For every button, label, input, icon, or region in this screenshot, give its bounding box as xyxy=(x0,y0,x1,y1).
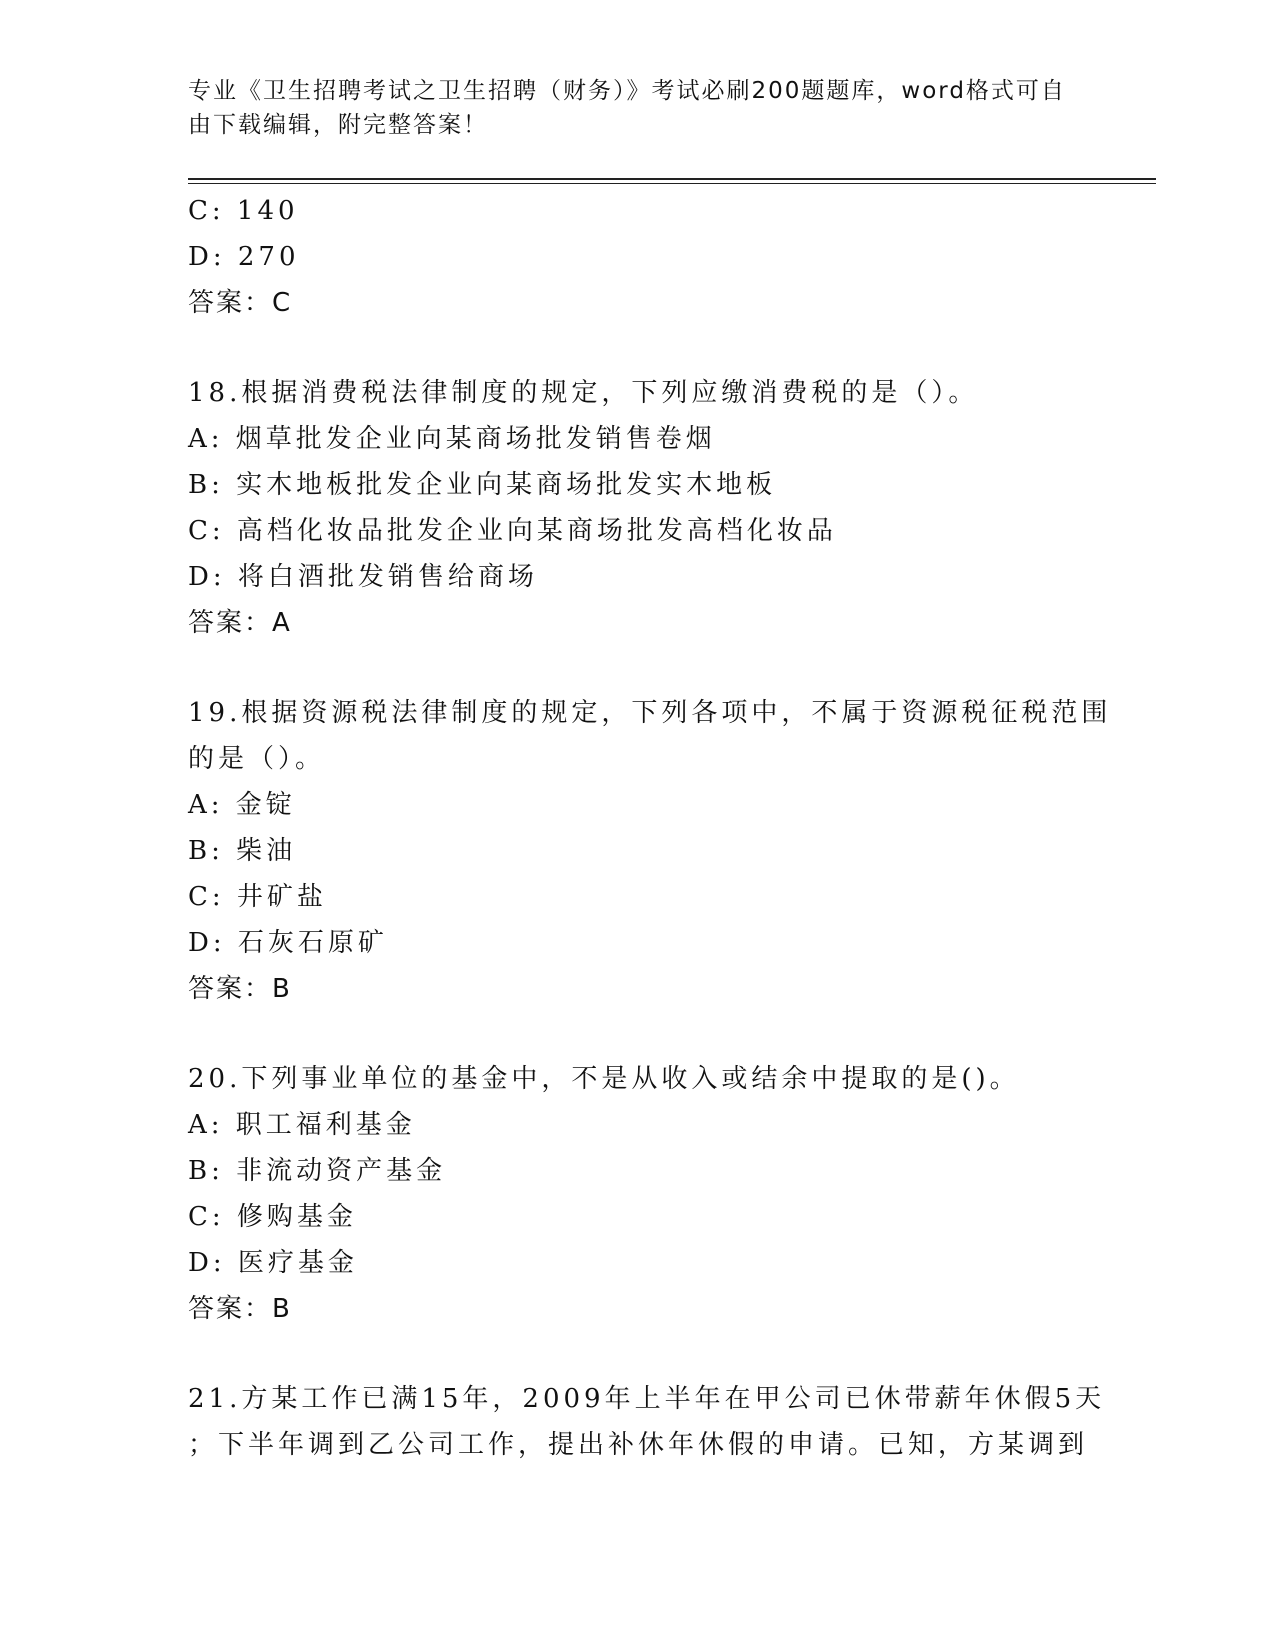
q17-answer: 答案：C xyxy=(188,288,293,318)
q21-question-line-2: ；下半年调到乙公司工作，提出补休年休假的申请。已知，方某调到 xyxy=(188,1430,1089,1460)
q17-option-d: D: 270 xyxy=(188,242,300,272)
q19-answer: 答案：B xyxy=(188,974,292,1004)
header-divider-thin xyxy=(188,183,1156,184)
header-line-2: 由下载编辑，附完整答案！ xyxy=(188,112,488,138)
spacer xyxy=(188,1332,1088,1376)
page-header xyxy=(188,74,1068,142)
q18-option-a: A: 烟草批发企业向某商场批发销售卷烟 xyxy=(188,424,716,454)
q21-question-line-1: 21.方某工作已满15年，2009年上半年在甲公司已休带薪年休假5天 xyxy=(188,1384,1106,1414)
q20-question: 20.下列事业单位的基金中，不是从收入或结余中提取的是()。 xyxy=(188,1064,1020,1094)
q19-option-b: B: 柴油 xyxy=(188,836,297,866)
header-divider-thick xyxy=(188,178,1156,180)
q20-option-d: D: 医疗基金 xyxy=(188,1248,358,1278)
document-body xyxy=(188,188,1112,1468)
q20-option-c: C: 修购基金 xyxy=(188,1202,357,1232)
q19-question-line-1: 19.根据资源税法律制度的规定，下列各项中，不属于资源税征税范围 xyxy=(188,698,1112,728)
q20-answer: 答案：B xyxy=(188,1294,292,1324)
q17-option-c: C: 140 xyxy=(188,196,299,226)
q20-option-a: A: 职工福利基金 xyxy=(188,1110,416,1140)
header-line-1: 专业《卫生招聘考试之卫生招聘（财务）》考试必刷200题题库，word格式可自 xyxy=(188,78,1066,104)
q18-option-b: B: 实木地板批发企业向某商场批发实木地板 xyxy=(188,470,777,500)
q20-option-b: B: 非流动资产基金 xyxy=(188,1156,447,1186)
spacer xyxy=(188,326,1088,370)
q18-option-c: C: 高档化妆品批发企业向某商场批发高档化妆品 xyxy=(188,516,837,546)
q19-option-a: A: 金锭 xyxy=(188,790,296,820)
q18-question: 18.根据消费税法律制度的规定，下列应缴消费税的是（）。 xyxy=(188,378,979,408)
q19-option-d: D: 石灰石原矿 xyxy=(188,928,388,958)
q19-question-line-2: 的是（）。 xyxy=(188,744,326,774)
spacer xyxy=(188,1012,1088,1056)
spacer xyxy=(188,646,1088,690)
q19-option-c: C: 井矿盐 xyxy=(188,882,327,912)
q18-answer: 答案：A xyxy=(188,608,292,638)
q18-option-d: D: 将白酒批发销售给商场 xyxy=(188,562,538,592)
